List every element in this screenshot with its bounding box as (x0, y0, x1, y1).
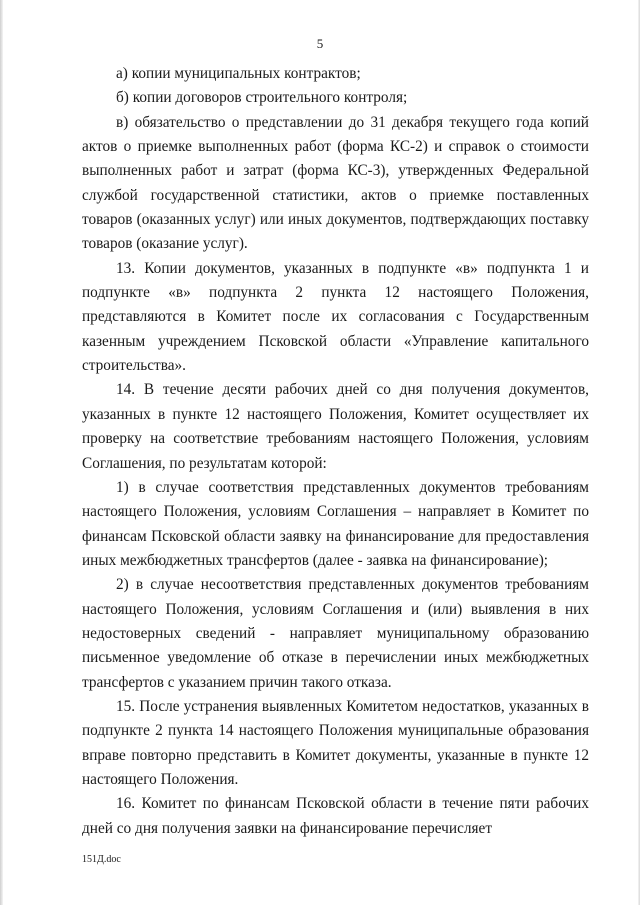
footer-filename: 151Д.doc (82, 854, 121, 865)
paragraph-v: в) обязательство о представлении до 31 декабря текущего года копий актов о приемке выполненных работ (форма КС-2) и справок о стоимости выполненных работ и затрат (форма КС-3), утвержденных Федеральной службой государственной статистики, актов о приемке поставленных товаров (оказанных услуг) или иных документов, подтверждающих поставку товаров (оказание услуг). (82, 113, 589, 253)
page-number: 5 (316, 36, 324, 51)
paragraph-13: 13. Копии документов, указанных в подпункте «в» подпункта 1 и подпункте «в» подпункта 2 пункта 12 настоящего Положения, представляются в Комитет после их согласования с Государственным казенным учреждением Псковской области «Управление капитального строительства». (82, 259, 589, 375)
paragraph-b: б) копии договоров строительного контроля; (116, 89, 408, 107)
paragraph-16: 16. Комитет по финансам Псковской области в течение пяти рабочих дней со дня получения заявки на финансирование перечисляет (82, 795, 589, 837)
paragraph-15: 15. После устранения выявленных Комитетом недостатков, указанных в подпункте 2 пункта 14 настоящего Положения муниципальные образования вправе повторно представить в Комитет документы, указанные в пункте 12 настоящего Положения. (82, 697, 589, 788)
scan-edge-left (0, 0, 3, 905)
document-body (82, 62, 589, 841)
paragraph-14-2: 2) в случае несоответствия представленных документов требованиям настоящего Положения, условиям Соглашения и (или) выявления в них недостоверных сведений - направляет муниципальному образованию письменное уведомление об отказе в перечислении иных межбюджетных трансфертов с указанием причин такого отказа. (82, 576, 589, 691)
paragraph-a: а) копии муниципальных контрактов; (116, 65, 361, 82)
paragraph-14: 14. В течение десяти рабочих дней со дня получения документов, указанных в пункте 12 настоящего Положения, Комитет осуществляет их проверку на соответствие требованиям настоящего Положения, условиям Соглашения, по результатам которой: (82, 381, 589, 472)
paragraph-14-1: 1) в случае соответствия представленных документов требованиям настоящего Положения, условиям Соглашения – направляет в Комитет по финансам Псковской области заявку на финансирование для предоставления иных межбюджетных трансфертов (далее - заявка на финансирование); (82, 478, 589, 569)
